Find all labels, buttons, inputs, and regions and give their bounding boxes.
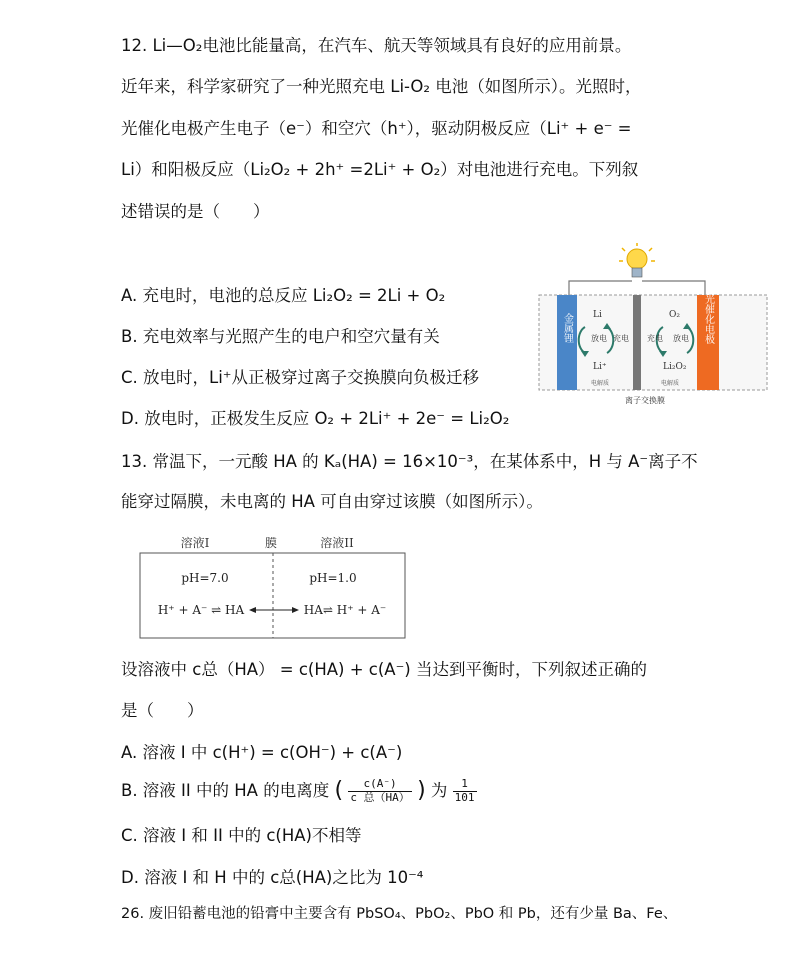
q12-option-d: D. 放电时，正极发生反应 O₂ + 2Li⁺ + 2e⁻ = Li₂O₂	[121, 409, 510, 428]
value-fraction	[453, 778, 477, 804]
equilibrium-solution-1: H⁺ + A⁻ ⇌ HA	[157, 603, 245, 617]
q13-stem-line-2: 能穿过隔膜，未电离的 HA 可自由穿过该膜（如图所示）。	[121, 492, 543, 511]
fraction-numerator: c(A⁻)	[348, 778, 412, 792]
q12-stem-line-5: 述错误的是（ ）	[121, 202, 270, 221]
li-ion-label: Li⁺	[593, 362, 607, 372]
q26-stem-line-1: 26. 废旧铅蓄电池的铅膏中主要含有 PbSO₄、PbO₂、PbO 和 Pb，还有少量 Ba、Fe、	[121, 906, 678, 922]
q13-condition-line: 设溶液中 c总（HA） = c(HA) + c(A⁻) 当达到平衡时，下列叙述正确的	[121, 660, 647, 679]
solution-1-label: 溶液I	[180, 536, 210, 550]
q12-stem-line-2: 近年来，科学家研究了一种光照充电 Li-O₂ 电池（如图所示）。光照时，	[121, 77, 642, 96]
charge-label-right: 充电	[647, 334, 663, 343]
q12-option-b: B. 充电效率与光照产生的电户和空穴量有关	[121, 327, 440, 346]
q12-stem-line-1: 12. Li—O₂电池比能量高，在汽车、航天等领域具有良好的应用前景。	[121, 36, 632, 55]
q13-option-b-text: B. 溶液 II 中的 HA 的电离度	[121, 780, 330, 800]
q13-prompt-line: 是（ ）	[121, 701, 204, 720]
discharge-label-right: 放电	[673, 334, 689, 343]
ph-solution-1: pH=7.0	[181, 571, 229, 585]
li-label: Li	[593, 310, 602, 320]
membrane-caption: 离子交换膜	[625, 396, 665, 405]
ion-exchange-membrane	[633, 295, 641, 390]
q13-stem-line-1: 13. 常温下，一元酸 HA 的 Kₐ(HA) = 16×10⁻³，在某体系中，H 与 A⁻离子不	[121, 452, 698, 471]
solution-2-label: 溶液II	[320, 536, 354, 550]
q12-option-c: C. 放电时，Li⁺从正极穿过离子交换膜向负极迁移	[121, 368, 479, 387]
membrane-label: 膜	[264, 536, 278, 550]
q12-stem-line-3: 光催化电极产生电子（e⁻）和空穴（h⁺），驱动阴极反应（Li⁺ + e⁻ =	[121, 119, 632, 138]
q13-option-c: C. 溶液 I 和 II 中的 c(HA)不相等	[121, 826, 362, 845]
equilibrium-solution-2: HA⇌ H⁺ + A⁻	[303, 603, 387, 617]
value-numerator: 1	[453, 778, 477, 792]
discharge-label-left: 放电	[591, 334, 607, 343]
q12-option-a: A. 充电时，电池的总反应 Li₂O₂ = 2Li + O₂	[121, 286, 446, 305]
membrane-equilibrium-figure	[139, 531, 407, 641]
q12-stem-line-4: Li）和阳极反应（Li₂O₂ + 2h⁺ =2Li⁺ + O₂）对电池进行充电。下列叙	[121, 160, 639, 179]
fraction-denominator: c 总（HA）	[350, 790, 410, 804]
q13-option-b-mid: 为	[430, 780, 448, 800]
li-o2-battery-figure	[533, 243, 777, 408]
value-denominator: 101	[454, 790, 475, 804]
ph-solution-2: pH=1.0	[309, 571, 357, 585]
ionization-fraction	[348, 778, 412, 804]
charge-label-left: 充电	[613, 334, 629, 343]
lightbulb-icon	[619, 243, 655, 277]
electrolyte-label-right: 电解质	[661, 380, 680, 387]
q13-option-b: B. 溶液 II 中的 HA 的电离度 ( $\frac{c(A^-)}{\text{c 总（HA）}}$ ) 为 $\frac{1}{101}$	[121, 777, 475, 804]
photocatalytic-electrode-label: 光催化电极	[702, 294, 714, 344]
q13-option-d: D. 溶液 I 和 H 中的 c总(HA)之比为 10⁻⁴	[121, 868, 424, 887]
electrolyte-label-left: 电解质	[591, 380, 610, 387]
lithium-electrode-label: 金属锂	[561, 313, 573, 343]
q13-option-a: A. 溶液 I 中 c(H⁺) = c(OH⁻) + c(A⁻)	[121, 743, 403, 762]
li2o2-label: Li₂O₂	[663, 362, 687, 372]
o2-label: O₂	[669, 310, 680, 320]
